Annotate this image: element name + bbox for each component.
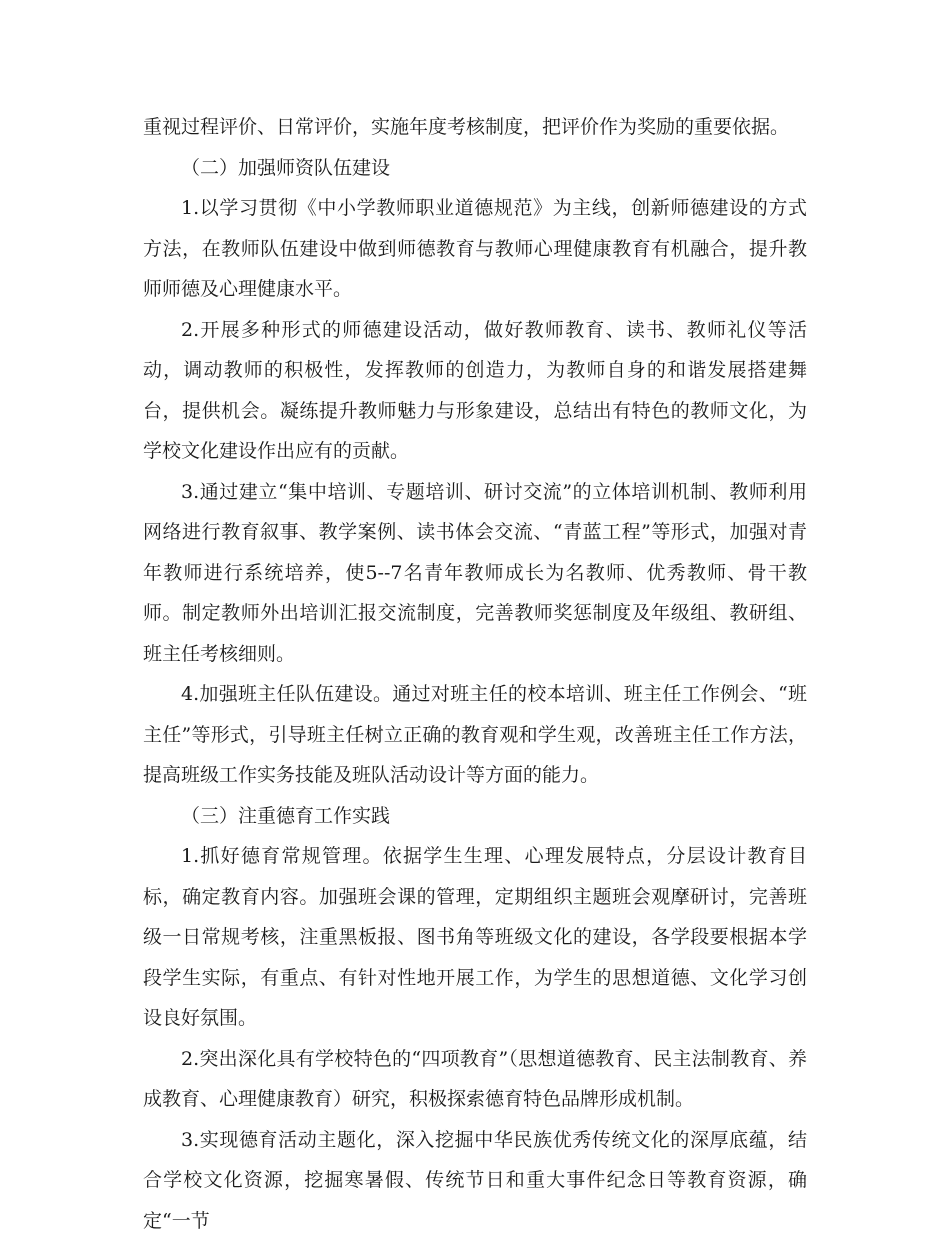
paragraph-moral-routine: 1.抓好德育常规管理。依据学生生理、心理发展特点，分层设计教育目标，确定教育内容。加强班会课的管理，定期组织主题班会观摩研讨，完善班级一日常规考核，注重黑板报、图书角等班级文化的建设，各学段要根据本学段学生实际，有重点、有针对性地开展工作，为学生的思想道德、文化学习创设良好氛围。: [143, 836, 807, 1039]
section-heading-moral-practice: （三）注重德育工作实践: [143, 796, 807, 837]
document-body: [143, 107, 807, 1241]
paragraph-theme-activities: 3.实现德育活动主题化，深入挖掘中华民族优秀传统文化的深厚底蕴，结合学校文化资源，挖掘寒暑假、传统节日和重大事件纪念日等教育资源，确定“一节: [143, 1120, 807, 1241]
paragraph-ethics-activities: 2.开展多种形式的师德建设活动，做好教师教育、读书、教师礼仪等活动，调动教师的积极性，发挥教师的创造力，为教师自身的和谐发展搭建舞台，提供机会。凝练提升教师魅力与形象建设，总结出有特色的教师文化，为学校文化建设作出应有的贡献。: [143, 310, 807, 472]
paragraph-head-teacher-team: 4.加强班主任队伍建设。通过对班主任的校本培训、班主任工作例会、“班主任”等形式，引导班主任树立正确的教育观和学生观，改善班主任工作方法，提高班级工作实务技能及班队活动设计等方面的能力。: [143, 674, 807, 796]
paragraph-teacher-ethics: 1.以学习贯彻《中小学教师职业道德规范》为主线，创新师德建设的方式方法，在教师队伍建设中做到师德教育与教师心理健康教育有机融合，提升教师师德及心理健康水平。: [143, 188, 807, 310]
paragraph-four-educations: 2.突出深化具有学校特色的“四项教育”（思想道德教育、民主法制教育、养成教育、心理健康教育）研究，积极探索德育特色品牌形成机制。: [143, 1039, 807, 1120]
paragraph-training-mechanism: 3.通过建立“集中培训、专题培训、研讨交流”的立体培训机制、教师利用网络进行教育叙事、教学案例、读书体会交流、“青蓝工程”等形式，加强对青年教师进行系统培养，使5--7名青年教师成长为名教师、优秀教师、骨干教师。制定教师外出培训汇报交流制度，完善教师奖惩制度及年级组、教研组、班主任考核细则。: [143, 472, 807, 675]
section-heading-teacher-team: （二）加强师资队伍建设: [143, 148, 807, 189]
paragraph-evaluation-continued: 重视过程评价、日常评价，实施年度考核制度，把评价作为奖励的重要依据。: [143, 107, 807, 148]
